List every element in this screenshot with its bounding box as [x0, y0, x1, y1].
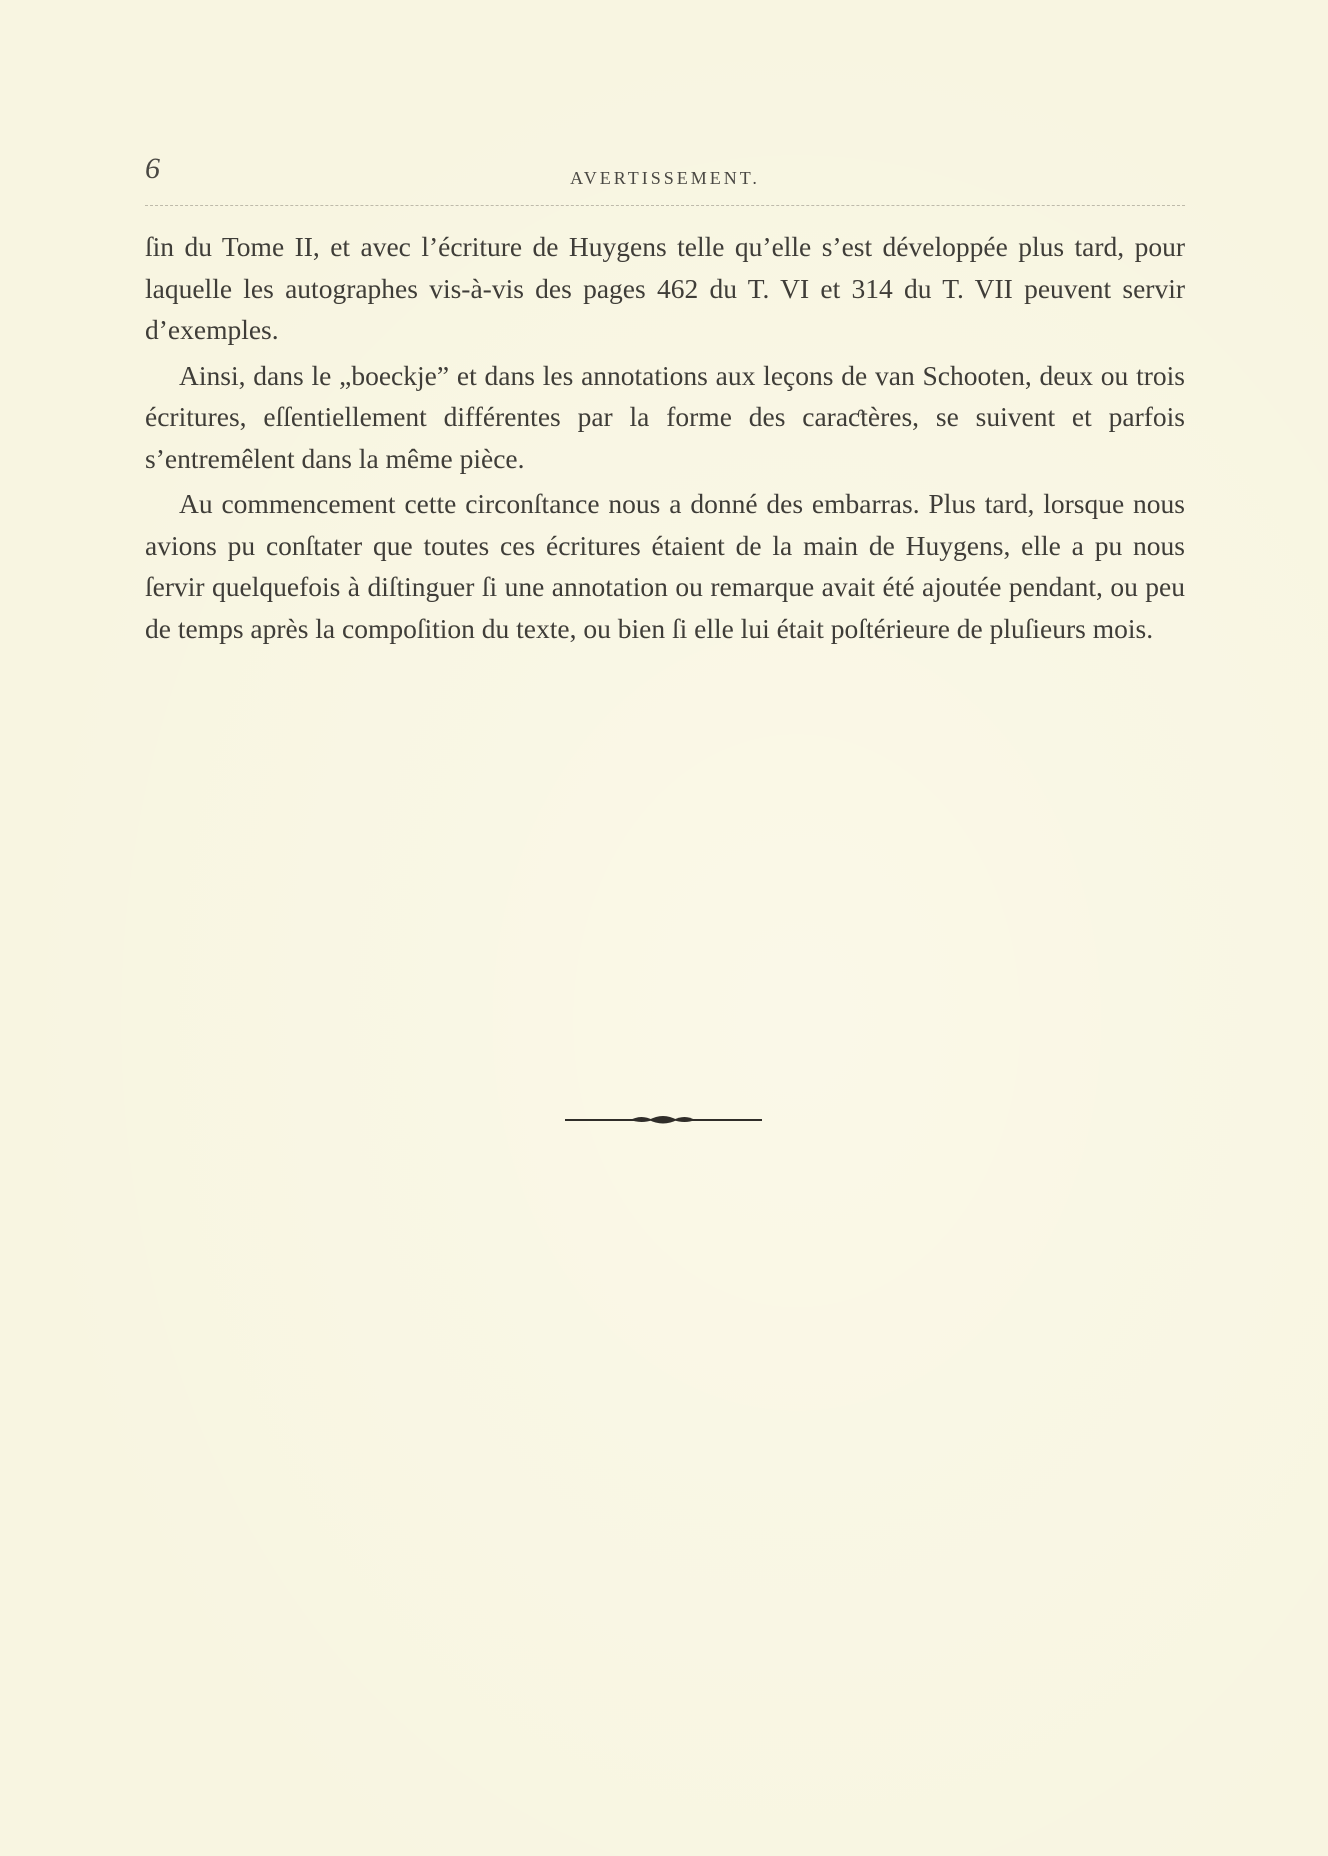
body-text	[145, 226, 1185, 649]
end-ornament	[561, 1110, 766, 1130]
paragraph-1: ſin du Tome II, et avec l’écriture de Huygens telle qu’elle s’est développée plus tard, pour laquelle les autographes vis-à-vis des pages 462 du T. VI et 314 du T. VII peuvent servir d’exemples.	[145, 231, 1185, 345]
paragraph-2: Ainsi, dans le „boeckje” et dans les annotations aux leçons de van Schooten, deux ou trois écritures, eſſentiellement différentes par la forme des caraƈtères, se suivent et parfois s’entremêlent dans la même pièce.	[145, 359, 1185, 474]
page-number: 6	[145, 152, 160, 185]
section-title: AVERTISSEMENT.	[570, 168, 760, 188]
paragraph-3: Au commencement cette circonſtance nous a donné des embarras. Plus tard, lorsque nous avions pu conſtater que toutes ces écritures étaient de la main de Huygens, elle a pu nous ſervir quelquefois à diſtinguer ſi une annotation ou remarque avait été ajoutée pendant, ou peu de temps après la compoſition du texte, ou bien ſi elle lui était poſtérieure de pluſieurs mois.	[145, 488, 1185, 644]
running-head	[145, 152, 1185, 192]
header-rule	[145, 205, 1185, 206]
